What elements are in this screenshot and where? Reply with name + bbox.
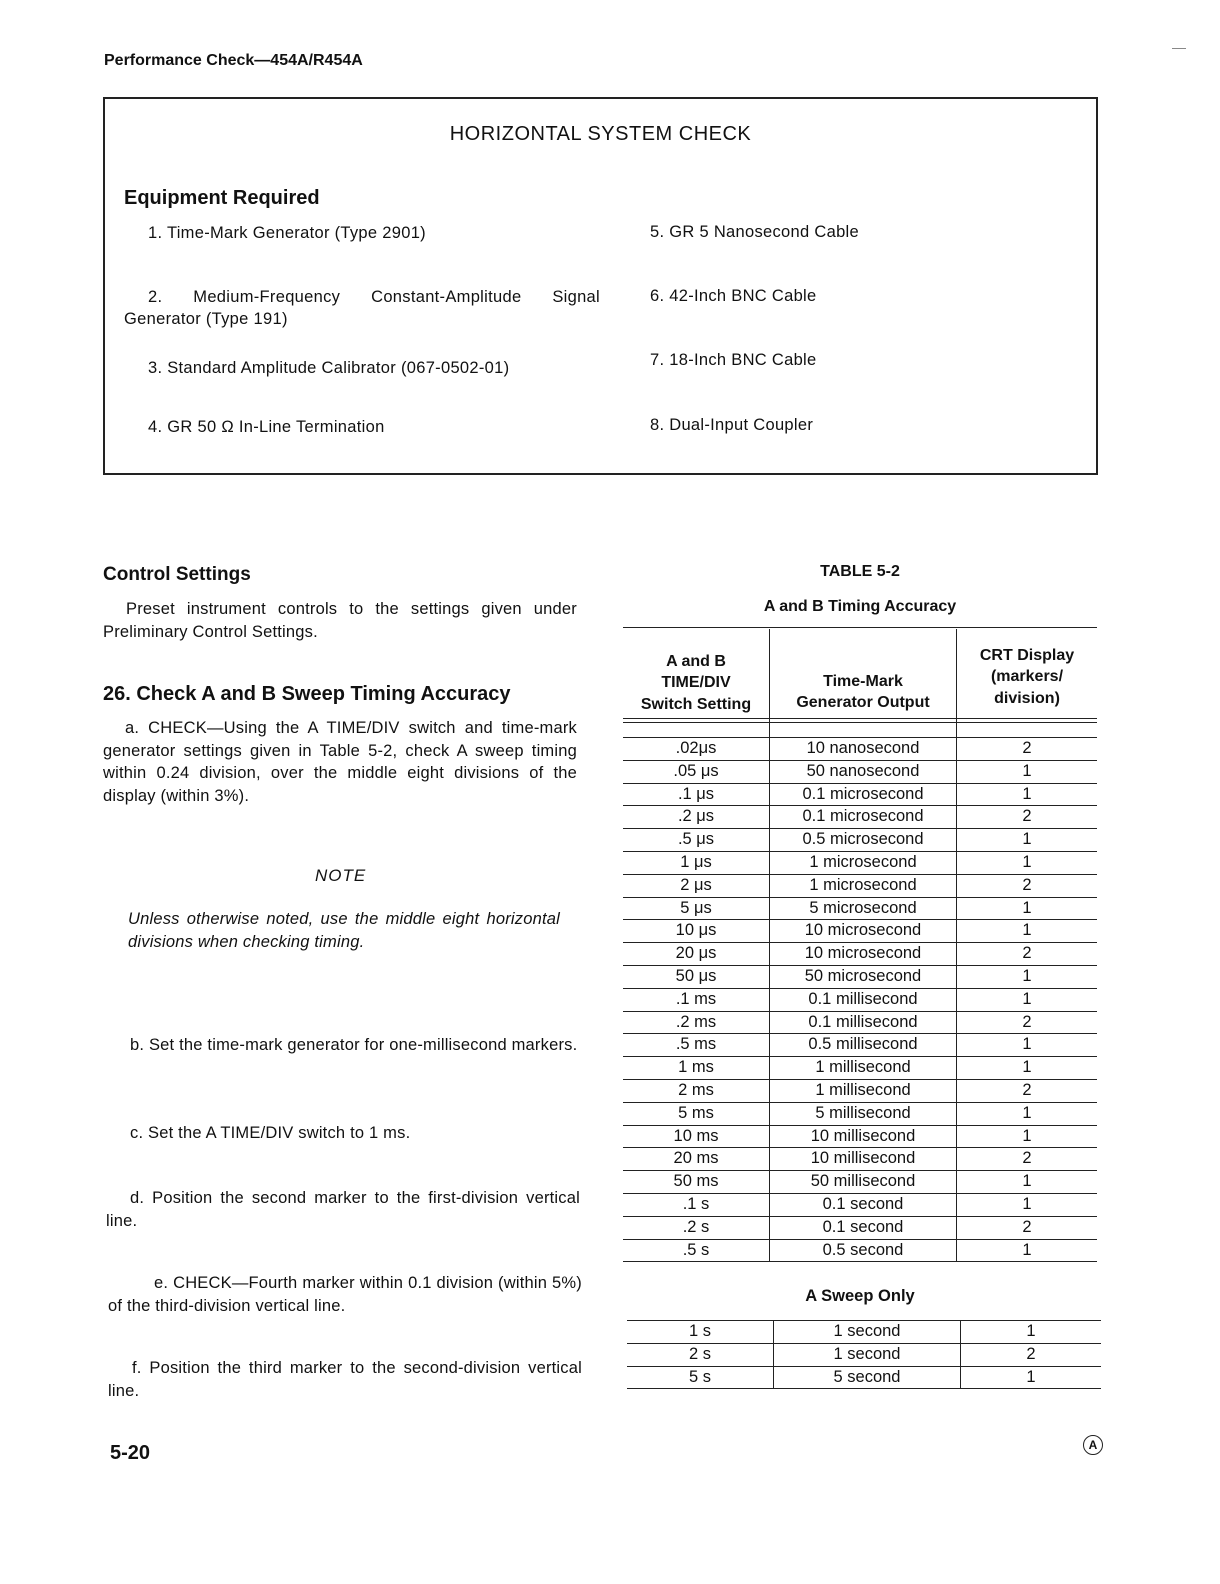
- box-title: HORIZONTAL SYSTEM CHECK: [449, 123, 752, 145]
- cell-crt-display: 2: [961, 1343, 1102, 1366]
- cell-generator-output: 10 microsecond: [770, 920, 957, 943]
- table-row: [623, 851, 1097, 874]
- cell-switch-setting: 1 s: [627, 1321, 774, 1343]
- cell-generator-output: 1 microsecond: [770, 874, 957, 897]
- cell-generator-output: 0.5 second: [770, 1239, 957, 1262]
- cell-generator-output: 0.1 millisecond: [770, 988, 957, 1011]
- table-row: [623, 760, 1097, 783]
- cell-generator-output: 50 millisecond: [770, 1171, 957, 1194]
- cell-generator-output: 10 nanosecond: [770, 738, 957, 761]
- cell-switch-setting: .05 μs: [623, 760, 770, 783]
- header-switch-setting: A and B TIME/DIV Switch Setting: [623, 629, 770, 738]
- cell-generator-output: 5 millisecond: [770, 1102, 957, 1125]
- control-settings-heading: Control Settings: [103, 564, 251, 585]
- cell-crt-display: 1: [957, 1102, 1098, 1125]
- cell-generator-output: 0.1 microsecond: [770, 806, 957, 829]
- cell-generator-output: 10 millisecond: [770, 1125, 957, 1148]
- cell-crt-display: 1: [957, 965, 1098, 988]
- cell-crt-display: 2: [957, 806, 1098, 829]
- cell-generator-output: 1 millisecond: [770, 1057, 957, 1080]
- equipment-item-7: 7. 18-Inch BNC Cable: [650, 351, 817, 369]
- equipment-box: [103, 97, 1098, 475]
- table-row: [623, 1011, 1097, 1034]
- cell-crt-display: 1: [961, 1321, 1102, 1343]
- table-row: [623, 1171, 1097, 1194]
- cell-switch-setting: 20 μs: [623, 943, 770, 966]
- cell-generator-output: 1 second: [774, 1321, 961, 1343]
- equipment-item-4: 4. GR 50 Ω In-Line Termination: [148, 418, 385, 436]
- equipment-item-6: 6. 42-Inch BNC Cable: [650, 287, 817, 305]
- step-heading: 26. Check A and B Sweep Timing Accuracy: [103, 683, 511, 705]
- cell-generator-output: 50 nanosecond: [770, 760, 957, 783]
- a-sweep-only-label: A Sweep Only: [805, 1287, 915, 1305]
- equipment-item-8: 8. Dual-Input Coupler: [650, 416, 814, 434]
- cell-generator-output: 0.1 millisecond: [770, 1011, 957, 1034]
- cell-crt-display: 1: [957, 851, 1098, 874]
- cell-crt-display: 2: [957, 1011, 1098, 1034]
- cell-generator-output: 5 microsecond: [770, 897, 957, 920]
- table-row: [623, 738, 1097, 761]
- cell-crt-display: 1: [957, 920, 1098, 943]
- cell-crt-display: 1: [957, 1193, 1098, 1216]
- cell-switch-setting: .1 s: [623, 1193, 770, 1216]
- step-b: b. Set the time-mark generator for one-millisecond markers.: [130, 1036, 578, 1054]
- equipment-item-3: 3. Standard Amplitude Calibrator (067-0502-01): [148, 359, 510, 377]
- equipment-item-1: 1. Time-Mark Generator (Type 2901): [148, 224, 426, 242]
- table-row: [623, 829, 1097, 852]
- cell-crt-display: 1: [957, 1034, 1098, 1057]
- cell-switch-setting: 50 ms: [623, 1171, 770, 1194]
- cell-switch-setting: .2 ms: [623, 1011, 770, 1034]
- table-row: [623, 1125, 1097, 1148]
- cell-generator-output: 0.5 microsecond: [770, 829, 957, 852]
- table-number: TABLE 5-2: [820, 563, 900, 580]
- table-row: [623, 943, 1097, 966]
- cell-switch-setting: .5 ms: [623, 1034, 770, 1057]
- cell-switch-setting: 1 ms: [623, 1057, 770, 1080]
- table-header-double-rule: [623, 718, 1097, 723]
- note-text: Unless otherwise noted, use the middle eight horizontal divisions when checking timing.: [128, 910, 560, 951]
- cell-crt-display: 1: [957, 988, 1098, 1011]
- cell-crt-display: 1: [957, 897, 1098, 920]
- cell-switch-setting: 10 μs: [623, 920, 770, 943]
- table-row: [627, 1366, 1101, 1389]
- cell-generator-output: 0.1 second: [770, 1216, 957, 1239]
- equipment-item-5: 5. GR 5 Nanosecond Cable: [650, 223, 859, 241]
- cell-crt-display: 1: [957, 1171, 1098, 1194]
- cell-generator-output: 10 microsecond: [770, 943, 957, 966]
- table-row: [623, 1034, 1097, 1057]
- table-row: [623, 1239, 1097, 1262]
- table-row: [623, 874, 1097, 897]
- step-d: d. Position the second marker to the first-division vertical line.: [106, 1189, 580, 1230]
- cell-crt-display: 2: [957, 1079, 1098, 1102]
- cell-crt-display: 2: [957, 1216, 1098, 1239]
- cell-generator-output: 0.1 second: [770, 1193, 957, 1216]
- page-number: 5-20: [110, 1442, 151, 1464]
- table-row: [623, 1079, 1097, 1102]
- header-generator-output: Time-Mark Generator Output: [770, 629, 957, 738]
- cell-crt-display: 1: [957, 1239, 1098, 1262]
- cell-crt-display: 1: [957, 829, 1098, 852]
- table-row: [623, 806, 1097, 829]
- step-a: a. CHECK—Using the A TIME/DIV switch and time-mark generator settings given in Table 5-2, check A sweep timing within 0.24 division, over the middle eight divisions of the display (within 3%).: [103, 719, 577, 805]
- cell-switch-setting: 50 μs: [623, 965, 770, 988]
- step-f: f. Position the third marker to the second-division vertical line.: [108, 1359, 582, 1400]
- cell-switch-setting: .5 s: [623, 1239, 770, 1262]
- cell-switch-setting: 1 μs: [623, 851, 770, 874]
- control-settings-text: Preset instrument controls to the settings given under Preliminary Control Settings.: [103, 600, 577, 641]
- cell-generator-output: 0.1 microsecond: [770, 783, 957, 806]
- table-row: [623, 1057, 1097, 1080]
- cell-generator-output: 1 second: [774, 1343, 961, 1366]
- cell-crt-display: 1: [961, 1366, 1102, 1389]
- table-row: [623, 965, 1097, 988]
- revision-mark: A: [1083, 1435, 1103, 1455]
- table-row: [623, 1216, 1097, 1239]
- header-crt-display: CRT Display (markers/ division): [957, 629, 1098, 738]
- table-row: [623, 920, 1097, 943]
- step-e: e. CHECK—Fourth marker within 0.1 division (within 5%) of the third-division vertical line.: [108, 1274, 582, 1315]
- cell-switch-setting: 5 s: [627, 1366, 774, 1389]
- timing-table: [623, 629, 1097, 1262]
- table-row: [623, 988, 1097, 1011]
- cell-switch-setting: 5 μs: [623, 897, 770, 920]
- table-row: [623, 1148, 1097, 1171]
- cell-crt-display: 2: [957, 943, 1098, 966]
- cell-crt-display: 1: [957, 760, 1098, 783]
- cell-crt-display: 2: [957, 1148, 1098, 1171]
- note-label: NOTE: [315, 866, 367, 885]
- cell-switch-setting: 5 ms: [623, 1102, 770, 1125]
- cell-switch-setting: 10 ms: [623, 1125, 770, 1148]
- table-row: [623, 783, 1097, 806]
- cell-switch-setting: .1 μs: [623, 783, 770, 806]
- cell-crt-display: 2: [957, 738, 1098, 761]
- running-header: Performance Check—454A/R454A: [104, 52, 363, 69]
- step-c: c. Set the A TIME/DIV switch to 1 ms.: [130, 1124, 411, 1142]
- equipment-heading: Equipment Required: [124, 187, 320, 209]
- table-row: [623, 1193, 1097, 1216]
- cell-generator-output: 5 second: [774, 1366, 961, 1389]
- cell-switch-setting: 2 ms: [623, 1079, 770, 1102]
- a-sweep-table: [627, 1321, 1101, 1389]
- table-row: [627, 1321, 1101, 1343]
- cell-switch-setting: .2 s: [623, 1216, 770, 1239]
- cell-crt-display: 1: [957, 1057, 1098, 1080]
- cell-switch-setting: .2 μs: [623, 806, 770, 829]
- cell-crt-display: 1: [957, 1125, 1098, 1148]
- table-row: [627, 1343, 1101, 1366]
- cell-crt-display: 1: [957, 783, 1098, 806]
- table-caption: A and B Timing Accuracy: [763, 598, 957, 615]
- cell-switch-setting: 2 μs: [623, 874, 770, 897]
- cell-switch-setting: .1 ms: [623, 988, 770, 1011]
- equipment-item-2: 2. Medium-Frequency Constant-Amplitude Signal Generator (Type 191): [124, 288, 600, 328]
- cell-generator-output: 0.5 millisecond: [770, 1034, 957, 1057]
- cell-switch-setting: 20 ms: [623, 1148, 770, 1171]
- cell-switch-setting: .5 μs: [623, 829, 770, 852]
- table-row: [623, 1102, 1097, 1125]
- cell-generator-output: 1 millisecond: [770, 1079, 957, 1102]
- table-top-rule: [623, 627, 1097, 628]
- table-row: [623, 897, 1097, 920]
- cell-switch-setting: .02μs: [623, 738, 770, 761]
- corner-mark: [1172, 48, 1186, 49]
- cell-switch-setting: 2 s: [627, 1343, 774, 1366]
- cell-generator-output: 10 millisecond: [770, 1148, 957, 1171]
- cell-generator-output: 1 microsecond: [770, 851, 957, 874]
- cell-generator-output: 50 microsecond: [770, 965, 957, 988]
- cell-crt-display: 2: [957, 874, 1098, 897]
